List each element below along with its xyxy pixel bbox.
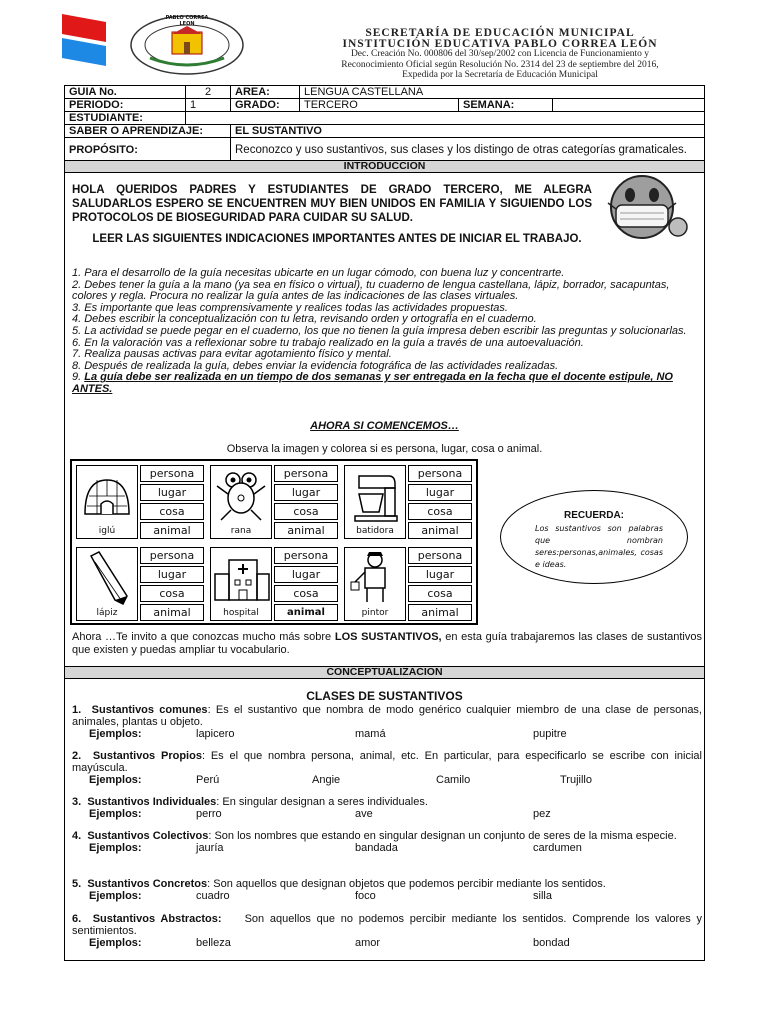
header-decree-line3: Expedida por la Secretaría de Educación Municipal bbox=[402, 70, 598, 80]
activity-instruction: Observa la imagen y colorea si es persona, lugar, cosa o animal. bbox=[226, 443, 543, 455]
example: bondad bbox=[533, 937, 570, 949]
pencil-picture bbox=[76, 547, 138, 621]
option-cosa[interactable]: cosa bbox=[140, 585, 204, 602]
clase-definition bbox=[72, 913, 706, 937]
clase-name: Sustantivos comunes bbox=[91, 704, 208, 716]
masked-face-icon bbox=[596, 173, 690, 241]
example: Trujillo bbox=[560, 774, 592, 786]
instruction-item: 4. Debes escribir la conceptualización con tu letra, revisando orden y ortografía en el cuaderno. bbox=[72, 313, 537, 326]
instructions-list bbox=[72, 268, 702, 396]
clase-definition bbox=[72, 704, 702, 728]
examples-row bbox=[72, 937, 702, 949]
option-cosa[interactable]: cosa bbox=[274, 503, 338, 520]
school-seal bbox=[128, 14, 246, 76]
ejemplos-label: Ejemplos: bbox=[89, 890, 142, 902]
option-lugar[interactable]: lugar bbox=[408, 484, 472, 501]
example: perro bbox=[196, 808, 222, 820]
activity-cell bbox=[342, 545, 476, 625]
mixer-picture bbox=[344, 465, 406, 539]
option-group bbox=[274, 547, 338, 623]
example: Perú bbox=[196, 774, 220, 786]
clase-definition bbox=[72, 878, 702, 890]
semana-value[interactable] bbox=[553, 99, 705, 112]
proposito-label: PROPÓSITO: bbox=[65, 138, 231, 163]
grado-label: GRADO: bbox=[231, 99, 300, 112]
examples-row bbox=[72, 890, 702, 902]
clase-name: Sustantivos Individuales bbox=[87, 796, 217, 808]
instruction-item: 1. Para el desarrollo de la guía necesitas ubicarte en un lugar cómodo, con buena luz y concentrarte. bbox=[72, 267, 565, 279]
example: cardumen bbox=[533, 842, 582, 854]
clases-title: CLASES DE SUSTANTIVOS bbox=[306, 689, 463, 703]
picture-caption: hospital bbox=[223, 608, 259, 618]
option-persona[interactable]: persona bbox=[140, 547, 204, 564]
examples-row bbox=[72, 728, 702, 740]
option-persona[interactable]: persona bbox=[274, 547, 338, 564]
option-lugar[interactable]: lugar bbox=[408, 566, 472, 583]
pencil-icon bbox=[77, 548, 137, 608]
grado-value: TERCERO bbox=[300, 99, 459, 112]
instruction-item: 3. Es importante que leas comprensivamente y realices todas las actividades propuestas. bbox=[72, 301, 508, 314]
area-value: LENGUA CASTELLANA bbox=[300, 86, 705, 99]
clase-item bbox=[72, 704, 702, 740]
igloo-picture bbox=[76, 465, 138, 539]
option-animal[interactable]: animal bbox=[140, 604, 204, 621]
painter-icon bbox=[345, 548, 405, 608]
semana-label: SEMANA: bbox=[459, 99, 553, 112]
clase-number: 3. bbox=[72, 796, 82, 808]
example: silla bbox=[533, 890, 552, 902]
item9-number: 9. bbox=[72, 371, 82, 384]
concept-bar: CONCEPTUALIZACION bbox=[64, 666, 705, 679]
clase-item bbox=[72, 830, 702, 854]
saber-value: EL SUSTANTIVO bbox=[231, 125, 705, 138]
option-animal[interactable]: animal bbox=[408, 522, 472, 539]
ejemplos-label: Ejemplos: bbox=[89, 728, 142, 740]
picture-caption: lápiz bbox=[96, 608, 118, 618]
examples-row bbox=[72, 808, 702, 820]
frog-picture bbox=[210, 465, 272, 539]
guia-value: 2 bbox=[186, 86, 231, 99]
option-group bbox=[408, 465, 472, 541]
ahora-bold: LOS SUSTANTIVOS, bbox=[334, 631, 442, 643]
clase-definition bbox=[72, 796, 702, 808]
instruction-item: 2. Debes tener la guía a la mano (ya sea en físico o virtual), tu cuaderno de lengua castellana, lápiz, borrador, sacapuntas, colores y regla. Procura no realizar la guía antes de las indicaciones de las clases virtuales. bbox=[72, 278, 670, 303]
example: bandada bbox=[355, 842, 398, 854]
ahora-paragraph bbox=[72, 631, 702, 657]
activity-cell bbox=[208, 545, 342, 625]
option-persona[interactable]: persona bbox=[140, 465, 204, 482]
header-decree bbox=[250, 49, 750, 81]
picture-caption: pintor bbox=[361, 608, 389, 618]
info-table bbox=[64, 85, 705, 163]
clase-item bbox=[72, 878, 702, 902]
example: belleza bbox=[196, 937, 231, 949]
start-heading: AHORA SI COMENCEMOS… bbox=[310, 420, 459, 432]
instruction-item: 6. En la valoración vas a reflexionar sobre tu trabajo realizado en la guía a través de una autoevaluación. bbox=[72, 336, 584, 349]
example: pez bbox=[533, 808, 551, 820]
clase-number: 1. bbox=[72, 704, 82, 716]
option-cosa[interactable]: cosa bbox=[274, 585, 338, 602]
activity-cell bbox=[342, 463, 476, 543]
option-lugar[interactable]: lugar bbox=[274, 566, 338, 583]
example: pupitre bbox=[533, 728, 567, 740]
clase-number: 2. bbox=[72, 750, 82, 762]
ejemplos-label: Ejemplos: bbox=[89, 808, 142, 820]
example: jauría bbox=[196, 842, 224, 854]
clase-item bbox=[72, 913, 706, 949]
option-group bbox=[140, 465, 204, 541]
hospital-icon bbox=[211, 548, 271, 608]
mixer-icon bbox=[345, 466, 405, 526]
proposito-value: Reconozco y uso sustantivos, sus clases y los distingo de otras categorías gramaticales. bbox=[231, 138, 705, 163]
example: Camilo bbox=[436, 774, 471, 786]
saber-label: SABER O APRENDIZAJE: bbox=[65, 125, 231, 138]
instruction-item-9 bbox=[72, 372, 702, 395]
instruction-item: 5. La actividad se puede pegar en el cuaderno, los que no tienen la guía impresa deben escribir las preguntas y solucionarlas. bbox=[72, 324, 687, 337]
frog-icon bbox=[211, 466, 271, 526]
option-cosa[interactable]: cosa bbox=[140, 503, 204, 520]
header-institucion: INSTITUCIÓN EDUCATIVA PABLO CORREA LEÓN bbox=[342, 38, 658, 50]
option-lugar[interactable]: lugar bbox=[140, 566, 204, 583]
seal-text: PABLO CORREA LEON bbox=[165, 15, 209, 27]
hospital-picture bbox=[210, 547, 272, 621]
header-decree-line2: Reconocimiento Oficial según Resolución No. 2314 del 23 de septiembre del 2016, bbox=[341, 59, 659, 70]
greeting-text: HOLA QUERIDOS PADRES Y ESTUDIANTES DE GRADO TERCERO, ME ALEGRA SALUDARLOS ESPERO SE ENCUENTREN MUY BIEN UNIDOS EN FAMILIA Y SIGUIENDO LOS PROTOCOLOS DE BIOSEGURIDAD PARA CUIDAR SU SALUD. bbox=[72, 184, 592, 224]
estudiante-value[interactable] bbox=[186, 112, 705, 125]
periodo-label: PERIODO: bbox=[65, 99, 186, 112]
recuerda-text: Los sustantivos son palabras que nombran seres:personas,animales, cosas e ideas. bbox=[535, 524, 663, 569]
example: amor bbox=[355, 937, 381, 949]
instructions-heading: LEER LAS SIGUIENTES INDICACIONES IMPORTANTES ANTES DE INICIAR EL TRABAJO. bbox=[92, 233, 582, 245]
option-group bbox=[140, 547, 204, 623]
recuerda-title: RECUERDA: bbox=[564, 510, 624, 521]
activity-cell bbox=[74, 545, 208, 625]
ejemplos-label: Ejemplos: bbox=[89, 937, 142, 949]
guia-label: GUIA No. bbox=[65, 86, 186, 99]
intro-bar: INTRODUCCION bbox=[64, 160, 705, 173]
example: lapicero bbox=[196, 728, 235, 740]
option-cosa[interactable]: cosa bbox=[408, 503, 472, 520]
example: foco bbox=[355, 890, 376, 902]
clase-name: Sustantivos Propios bbox=[92, 750, 202, 762]
activity-grid bbox=[70, 459, 478, 625]
clase-name: Sustantivos Concretos bbox=[87, 878, 208, 890]
clase-definition bbox=[72, 830, 702, 842]
clase-number: 6. bbox=[72, 913, 82, 925]
header-decree-line1: Dec. Creación No. 000806 del 30/sep/2002 con Licencia de Funcionamiento y bbox=[350, 49, 650, 59]
option-persona[interactable]: persona bbox=[408, 465, 472, 482]
estudiante-label: ESTUDIANTE: bbox=[65, 112, 186, 125]
option-lugar[interactable]: lugar bbox=[274, 484, 338, 501]
clase-def: : En singular designan a seres individuales. bbox=[216, 796, 428, 808]
option-animal[interactable]: animal bbox=[274, 522, 338, 539]
option-cosa[interactable]: cosa bbox=[408, 585, 472, 602]
example: Angie bbox=[312, 774, 341, 786]
picture-caption: iglú bbox=[98, 526, 116, 536]
option-animal[interactable]: animal bbox=[140, 522, 204, 539]
example: cuadro bbox=[196, 890, 230, 902]
ahora-post: en esta guía trabajaremos las clases de sustantivos que existen y puedas ampliar tu vocabulario. bbox=[72, 631, 702, 656]
item9-text: La guía debe ser realizada en un tiempo de dos semanas y ser entregada en la fecha que el docente estipule, NO ANTES. bbox=[72, 371, 673, 395]
option-persona[interactable]: persona bbox=[274, 465, 338, 482]
ejemplos-label: Ejemplos: bbox=[89, 774, 142, 786]
ahora-pre: Ahora …Te invito a que conozcas mucho más sobre bbox=[72, 631, 335, 643]
picture-caption: batidora bbox=[356, 526, 394, 536]
option-group bbox=[274, 465, 338, 541]
option-lugar[interactable]: lugar bbox=[140, 484, 204, 501]
activity-cell bbox=[208, 463, 342, 543]
examples-row bbox=[72, 774, 702, 786]
clase-definition bbox=[72, 750, 702, 774]
picture-caption: rana bbox=[230, 526, 252, 536]
clase-item bbox=[72, 750, 702, 786]
instruction-item: 7. Realiza pausas activas para evitar agotamiento físico y mental. bbox=[72, 348, 392, 361]
clase-def: : Es el que nombra persona, animal, etc. En particular, para especificarlo se escribe con inicial mayúscula. bbox=[72, 750, 702, 774]
example: mamá bbox=[355, 728, 386, 740]
clase-item bbox=[72, 796, 702, 820]
clase-name: Sustantivos Abstractos: bbox=[92, 913, 222, 925]
igloo-icon bbox=[77, 466, 137, 526]
header-secretaria: SECRETARÍA DE EDUCACIÓN MUNICIPAL bbox=[365, 27, 635, 39]
option-animal[interactable]: animal bbox=[274, 604, 338, 621]
option-group bbox=[408, 547, 472, 623]
periodo-value: 1 bbox=[186, 99, 231, 112]
clase-number: 5. bbox=[72, 878, 82, 890]
recuerda-bubble bbox=[500, 490, 688, 584]
ejemplos-label: Ejemplos: bbox=[89, 842, 142, 854]
activity-cell bbox=[74, 463, 208, 543]
example: ave bbox=[355, 808, 373, 820]
clase-def: : Son los nombres que estando en singular designan un conjunto de seres de la misma especie. bbox=[208, 830, 677, 842]
clase-def: : Son aquellos que designan objetos que podemos percibir mediante los sentidos. bbox=[207, 878, 606, 890]
option-persona[interactable]: persona bbox=[408, 547, 472, 564]
clase-def: Son aquellos que no podemos percibir mediante los sentidos. Comprende los valores y sentimientos. bbox=[72, 913, 706, 937]
clase-number: 4. bbox=[72, 830, 82, 842]
instruction-item: 8. Después de realizada la guía, debes enviar la evidencia fotográfica de las actividades realizadas. bbox=[72, 359, 559, 372]
examples-row bbox=[72, 842, 702, 854]
flag-logo bbox=[60, 12, 108, 68]
clase-def: : Es el sustantivo que nombra de modo genérico cualquier miembro de una clase de personas, animales, plantas u objeto. bbox=[72, 704, 702, 728]
painter-picture bbox=[344, 547, 406, 621]
area-label: AREA: bbox=[231, 86, 300, 99]
clase-name: Sustantivos Colectivos bbox=[87, 830, 209, 842]
option-animal[interactable]: animal bbox=[408, 604, 472, 621]
